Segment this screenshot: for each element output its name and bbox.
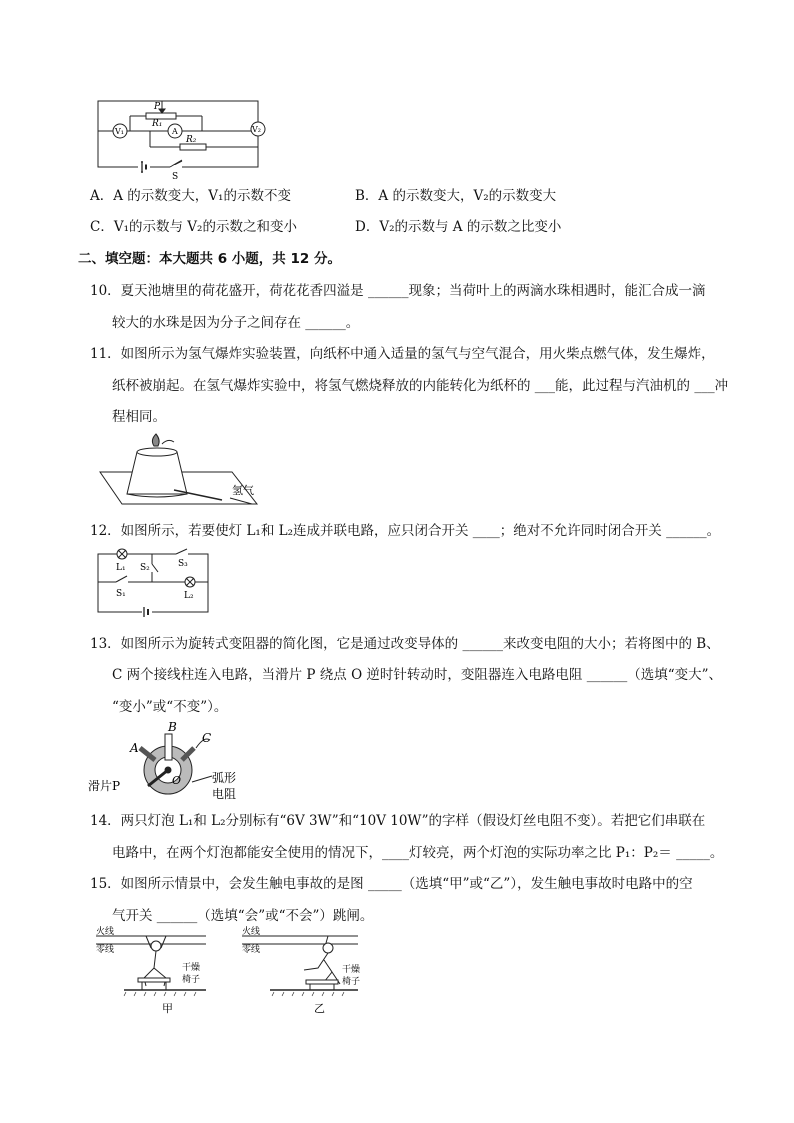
label-s3: S₃ [178, 559, 188, 569]
label-a: A [172, 127, 178, 136]
label-dry-yi-2: 椅子 [342, 977, 361, 987]
q11-hydrogen-explosion-figure [92, 432, 262, 512]
terminal-b [165, 734, 172, 760]
q15-electric-shock-figures [96, 926, 376, 1016]
label-arc1: 弧形 [212, 771, 237, 785]
paper-cup [127, 452, 187, 494]
label-dry-yi-1: 干燥 [342, 965, 361, 975]
label-live-jia: 火线 [96, 927, 115, 937]
q9-option-b: B．A 的示数变大，V₂的示数变大 [355, 188, 557, 204]
q9-option-d: D．V₂的示数与 A 的示数之比变小 [355, 219, 562, 235]
q11-line2: 纸杯被崩起。在氢气爆炸实验中，将氢气燃烧释放的内能转化为纸杯的 ___能，此过程与汽油机的 ___冲 [112, 378, 729, 394]
label-jia: 甲 [162, 1002, 173, 1015]
label-r2: R₂ [186, 135, 197, 145]
label-b: B [168, 720, 177, 734]
q9-circuit-figure [90, 95, 270, 182]
label-neutral-jia: 零线 [96, 945, 115, 955]
label-dry-jia-2: 椅子 [182, 975, 201, 985]
label-dry-jia-1: 干燥 [182, 963, 201, 973]
label-c: C [202, 731, 212, 745]
q15-line2: 气开关 ______（选填“会”或“不会”）跳闸。 [112, 908, 374, 924]
label-yi: 乙 [314, 1002, 325, 1015]
q13-rotary-rheostat-figure [88, 718, 250, 803]
q15-line1: 15．如图所示情景中，会发生触电事故的是图 _____（选填“甲”或“乙”），发生触电事故时电路中的空 [90, 876, 693, 892]
label-v2: V₂ [252, 125, 261, 134]
q14-line1: 14．两只灯泡 L₁和 L₂分别标有“6V 3W”和“10V 10W”的字样（假设灯丝电阻不变）。若把它们串联在 [90, 813, 706, 829]
label-neutral-yi: 零线 [242, 945, 261, 955]
label-live-yi: 火线 [242, 927, 261, 937]
label-o: O [172, 774, 182, 787]
label-s1: S₁ [116, 589, 126, 599]
label-slider: 滑片P [88, 779, 121, 793]
label-arc2: 电阻 [212, 787, 237, 801]
label-a: A [130, 741, 139, 755]
q14-line2: 电路中，在两个灯泡都能安全使用的情况下，____灯较亮，两个灯泡的实际功率之比 P₁：P₂＝ _____。 [112, 845, 724, 861]
label-l1: L₁ [116, 563, 126, 573]
label-s: S [172, 172, 179, 182]
section-heading-fill-in: 二、填空题：本大题共 6 小题，共 12 分。 [78, 251, 341, 267]
label-p: P [154, 102, 161, 112]
q12-line1: 12．如图所示，若要使灯 L₁和 L₂连成并联电路，应只闭合开关 ____；绝对不允许同时闭合开关 ______。 [90, 523, 721, 539]
label-s2: S₂ [140, 563, 150, 573]
q9-option-a: A．A 的示数变大，V₁的示数不变 [90, 188, 291, 204]
q13-line3: “变小”或“不变”）。 [112, 699, 228, 715]
flame-icon [152, 434, 159, 446]
label-r1: R₁ [152, 119, 163, 129]
q13-line1: 13．如图所示为旋转式变阻器的简化图，它是通过改变导体的 ______来改变电阻的大小；若将图中的 B、 [90, 636, 720, 652]
q10-line1: 10．夏天池塘里的荷花盛开，荷花花香四溢是 ______现象；当荷叶上的两滴水珠相遇时，能汇合成一滴 [90, 283, 706, 299]
label-v1: V₁ [115, 127, 124, 136]
q10-line2: 较大的水珠是因为分子之间存在 ______。 [112, 315, 360, 331]
q13-line2: C 两个接线柱连入电路，当滑片 P 绕点 O 逆时针转动时，变阻器连入电路电阻 ______（选填“变大”、 [112, 667, 723, 683]
q11-line3: 程相同。 [112, 409, 166, 425]
q9-option-c: C．V₁的示数与 V₂的示数之和变小 [90, 219, 297, 235]
q12-circuit-figure [92, 546, 222, 618]
label-l2: L₂ [184, 591, 194, 601]
q11-line1: 11．如图所示为氢气爆炸实验装置，向纸杯中通入适量的氢气与空气混合，用火柴点燃气体，发生爆炸， [90, 346, 715, 362]
label-hydrogen: 氢气 [232, 484, 254, 497]
